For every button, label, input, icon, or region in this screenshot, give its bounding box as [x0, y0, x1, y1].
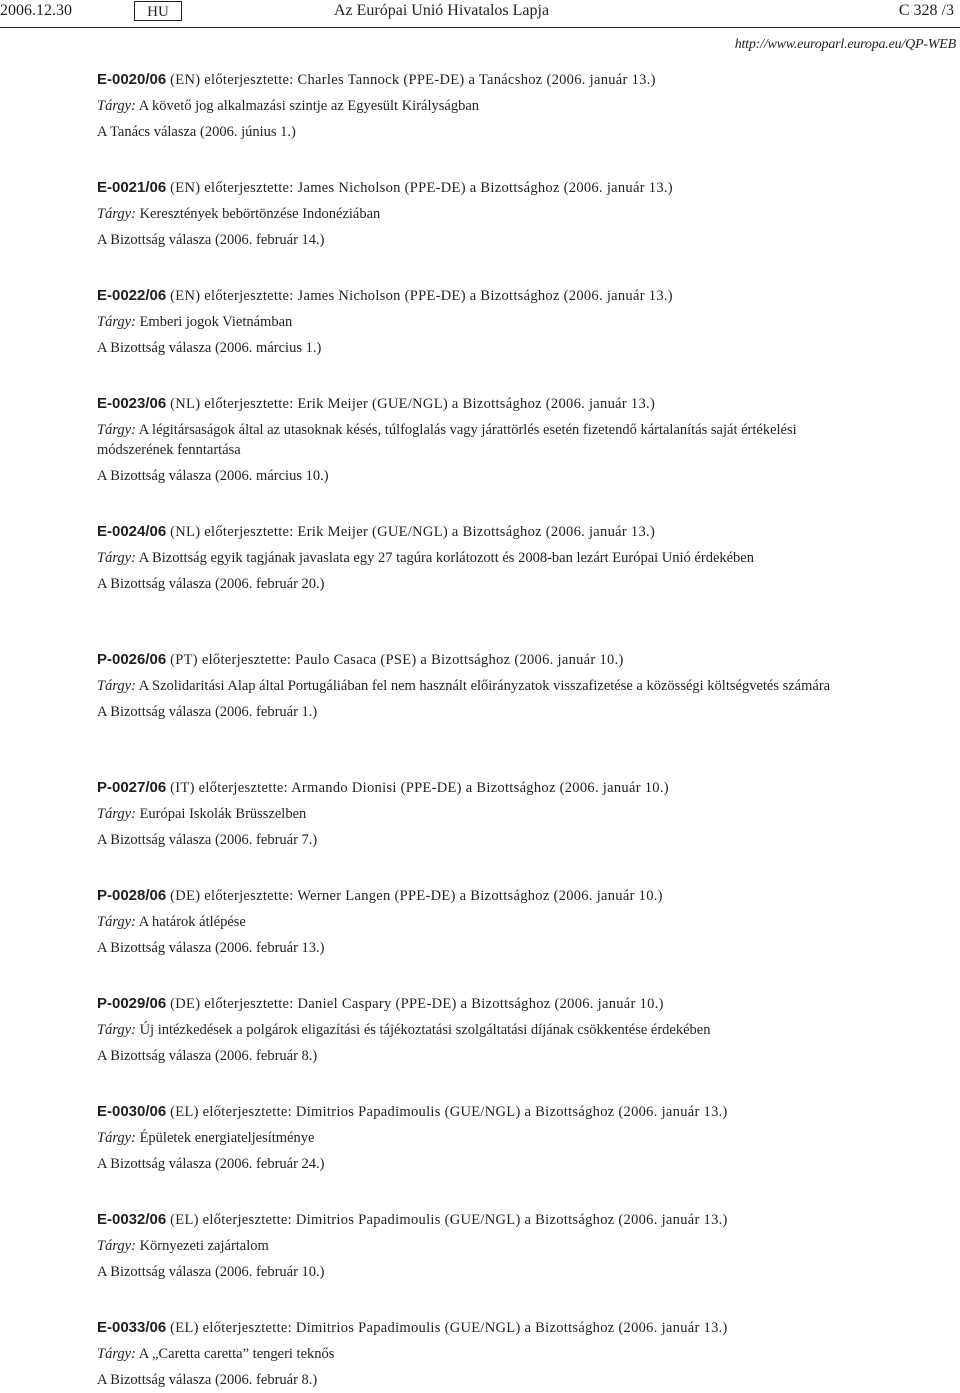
subject-text: A követő jog alkalmazási szintje az Egyesült Királyságban — [138, 98, 480, 114]
journal-title: Az Európai Unió Hivatalos Lapja — [334, 2, 550, 19]
subject-text: Európai Iskolák Brüsszelben — [139, 806, 307, 822]
question-entry — [97, 286, 857, 358]
subject-text: A légitársaságok által az utasoknak késés, túlfoglalás vagy járattörlés esetén fizetendő kártalanítás saját értékelési módszerének fenntartása — [97, 422, 797, 458]
subject-line — [97, 548, 857, 568]
subject-label: Tárgy: — [97, 550, 136, 566]
question-header: (EL) előterjesztette: Dimitrios Papadimoulis (GUE/NGL) a Bizottsághoz (2006. január 13.) — [166, 1320, 728, 1336]
question-code: E-0022/06 — [97, 287, 167, 304]
subject-line — [97, 1128, 857, 1148]
reply-line: A Bizottság válasza (2006. március 10.) — [97, 468, 329, 484]
reply-line: A Bizottság válasza (2006. február 8.) — [97, 1048, 318, 1064]
question-header: (EN) előterjesztette: Charles Tannock (PPE-DE) a Tanácshoz (2006. január 13.) — [166, 72, 656, 88]
question-code: P-0027/06 — [97, 779, 167, 796]
question-entry — [97, 70, 857, 142]
reply-line: A Bizottság válasza (2006. február 1.) — [97, 704, 318, 720]
reply-line: A Bizottság válasza (2006. február 24.) — [97, 1156, 325, 1172]
subject-line — [97, 912, 857, 932]
reply-line: A Bizottság válasza (2006. február 7.) — [97, 832, 318, 848]
subject-text: A határok átlépése — [138, 914, 246, 930]
reply-line: A Bizottság válasza (2006. február 13.) — [97, 940, 325, 956]
subject-text: Keresztények bebörtönzése Indonéziában — [139, 206, 381, 222]
subject-label: Tárgy: — [97, 914, 136, 930]
question-code: E-0032/06 — [97, 1211, 167, 1228]
reply-line: A Bizottság válasza (2006. február 8.) — [97, 1372, 318, 1388]
question-entry — [97, 1102, 857, 1174]
question-entry — [97, 650, 857, 722]
reply-line: A Bizottság válasza (2006. február 14.) — [97, 232, 325, 248]
question-code: E-0020/06 — [97, 71, 167, 88]
subject-label: Tárgy: — [97, 1130, 136, 1146]
subject-label: Tárgy: — [97, 1022, 136, 1038]
question-header: (EL) előterjesztette: Dimitrios Papadimoulis (GUE/NGL) a Bizottsághoz (2006. január 13.) — [166, 1104, 728, 1120]
source-url[interactable]: http://www.europarl.europa.eu/QP-WEB — [734, 37, 956, 52]
subject-line — [97, 804, 857, 824]
subject-label: Tárgy: — [97, 422, 136, 438]
subject-line — [97, 96, 857, 116]
subject-line — [97, 1344, 857, 1364]
question-entry — [97, 886, 857, 958]
subject-line — [97, 1236, 857, 1256]
question-header: (DE) előterjesztette: Werner Langen (PPE-DE) a Bizottsághoz (2006. január 10.) — [166, 888, 663, 904]
question-header: (EL) előterjesztette: Dimitrios Papadimoulis (GUE/NGL) a Bizottsághoz (2006. január 13.) — [166, 1212, 728, 1228]
question-code: E-0024/06 — [97, 523, 167, 540]
subject-line — [97, 1020, 857, 1040]
question-code: E-0033/06 — [97, 1319, 167, 1336]
question-entry — [97, 394, 857, 486]
page-reference: C 328 /3 — [898, 2, 954, 19]
subject-text: A „Caretta caretta” tengeri teknős — [138, 1346, 335, 1362]
question-code: P-0026/06 — [97, 651, 167, 668]
subject-label: Tárgy: — [97, 98, 136, 114]
question-entry — [97, 178, 857, 250]
subject-label: Tárgy: — [97, 806, 136, 822]
subject-line — [97, 676, 857, 696]
subject-label: Tárgy: — [97, 314, 136, 330]
question-header: (EN) előterjesztette: James Nicholson (PPE-DE) a Bizottsághoz (2006. január 13.) — [166, 288, 673, 304]
question-code: P-0028/06 — [97, 887, 167, 904]
subject-text: A Szolidaritási Alap által Portugáliában fel nem használt előirányzatok visszafizetése a közösségi költségvetés számára — [138, 678, 831, 694]
question-entry — [97, 1210, 857, 1282]
question-header: (DE) előterjesztette: Daniel Caspary (PPE-DE) a Bizottsághoz (2006. január 10.) — [166, 996, 664, 1012]
reply-line: A Bizottság válasza (2006. február 10.) — [97, 1264, 325, 1280]
question-header: (IT) előterjesztette: Armando Dionisi (PPE-DE) a Bizottsághoz (2006. január 10.) — [166, 780, 669, 796]
subject-label: Tárgy: — [97, 206, 136, 222]
subject-label: Tárgy: — [97, 1238, 136, 1254]
question-code: E-0023/06 — [97, 395, 167, 412]
reply-line: A Tanács válasza (2006. június 1.) — [97, 124, 296, 140]
publication-date: 2006.12.30 — [0, 2, 72, 19]
question-entry — [97, 994, 857, 1066]
language-box: HU — [134, 1, 182, 21]
subject-text: Új intézkedések a polgárok eligazítási és tájékoztatási szolgáltatási díjának csökkentése érdekében — [139, 1022, 711, 1038]
question-code: P-0029/06 — [97, 995, 167, 1012]
question-entry — [97, 1318, 857, 1390]
question-code: E-0030/06 — [97, 1103, 167, 1120]
question-header: (NL) előterjesztette: Erik Meijer (GUE/NGL) a Bizottsághoz (2006. január 13.) — [166, 524, 656, 540]
question-header: (NL) előterjesztette: Erik Meijer (GUE/NGL) a Bizottsághoz (2006. január 13.) — [166, 396, 656, 412]
subject-line — [97, 204, 857, 224]
subject-text: A Bizottság egyik tagjának javaslata egy 27 tagúra korlátozott és 2008-ban lezárt Európai Unió érdekében — [138, 550, 754, 566]
question-entry — [97, 522, 857, 594]
subject-text: Környezeti zajártalom — [139, 1238, 269, 1254]
page-header — [0, 0, 960, 30]
subject-line — [97, 312, 857, 332]
question-header: (PT) előterjesztette: Paulo Casaca (PSE) a Bizottsághoz (2006. január 10.) — [166, 652, 624, 668]
header-rule — [0, 27, 960, 28]
question-header: (EN) előterjesztette: James Nicholson (PPE-DE) a Bizottsághoz (2006. január 13.) — [166, 180, 673, 196]
question-code: E-0021/06 — [97, 179, 167, 196]
subject-text: Emberi jogok Vietnámban — [139, 314, 293, 330]
reply-line: A Bizottság válasza (2006. március 1.) — [97, 340, 322, 356]
subject-label: Tárgy: — [97, 678, 136, 694]
subject-line — [97, 420, 857, 460]
subject-text: Épületek energiateljesítménye — [139, 1130, 315, 1146]
reply-line: A Bizottság válasza (2006. február 20.) — [97, 576, 325, 592]
subject-label: Tárgy: — [97, 1346, 136, 1362]
question-entry — [97, 778, 857, 850]
